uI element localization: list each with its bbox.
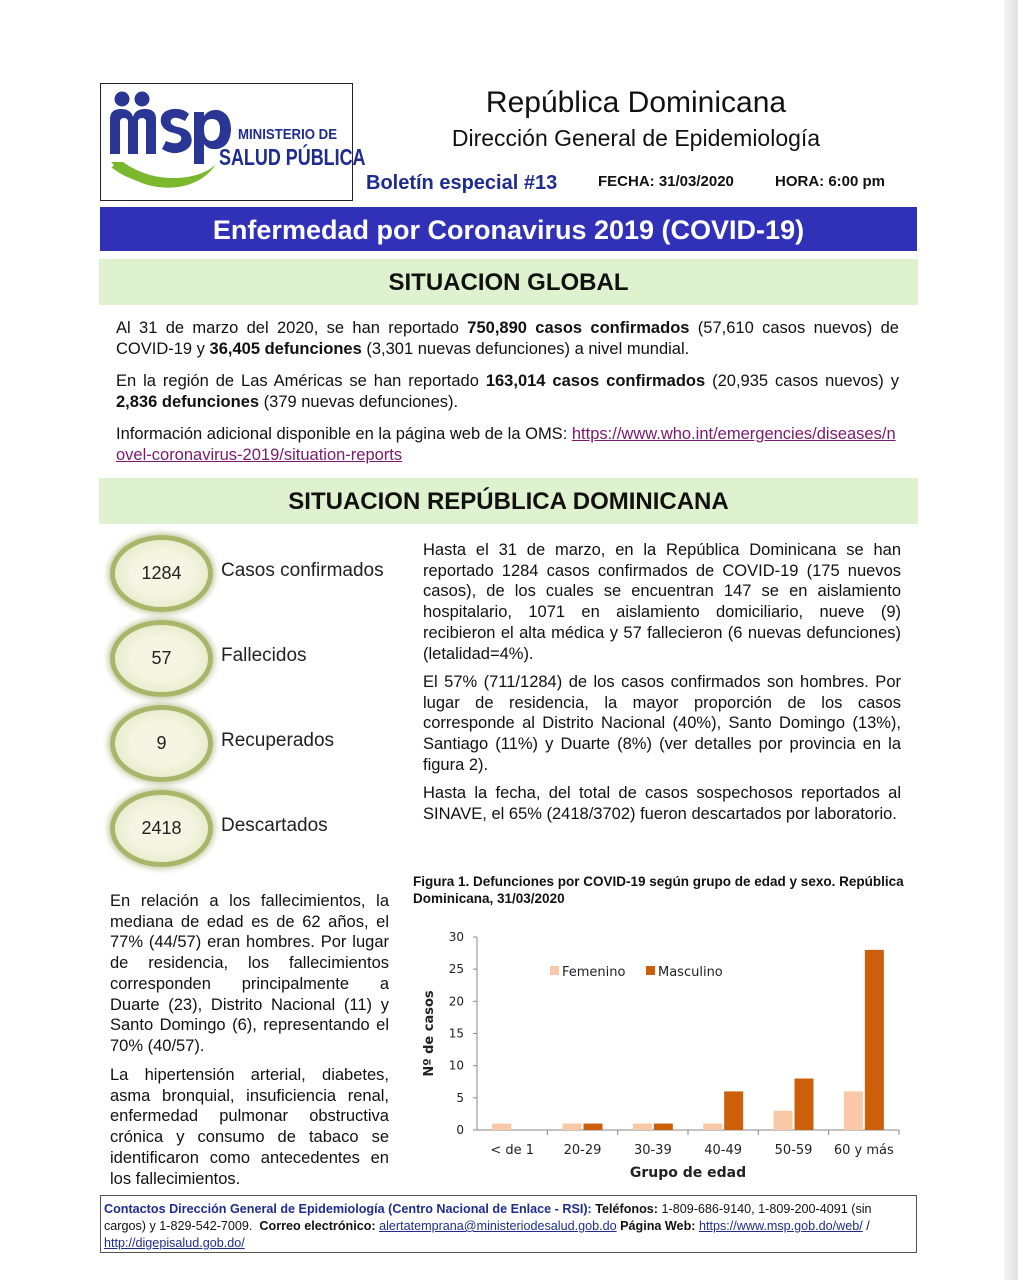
bar-masculino-20-29: [584, 1124, 603, 1130]
x-tick-label: 50-59: [774, 1143, 813, 1158]
bar-masculino-30-39: [654, 1124, 673, 1130]
bar-masculino-50-59: [795, 1079, 814, 1130]
y-axis-title: Nº de casos: [422, 990, 437, 1077]
stat-circle-confirmed: 1284: [110, 535, 213, 612]
global-paragraph-3: Información adicional disponible en la página web de la OMS: https://www.who.int/emergencies/diseases/novel-coronavirus-2019/situation-reports: [116, 425, 896, 464]
y-tick-label: 5: [456, 1090, 464, 1105]
bulletin-date: FECHA: 31/03/2020: [598, 173, 734, 190]
x-axis-title: Grupo de edad: [629, 1165, 747, 1181]
legend-label-femenino: Femenino: [562, 965, 626, 980]
bar-femenino--de-1: [492, 1124, 511, 1130]
bar-femenino-40-49: [703, 1124, 722, 1130]
rd-paragraph-3: Hasta la fecha, del total de casos sospechosos reportados al SINAVE, el 65% (2418/3702) fueron descartados por laboratorio.: [423, 784, 901, 823]
msp-logo-icon: [101, 84, 354, 202]
header-country: República Dominicana: [485, 86, 787, 119]
bar-femenino-20-29: [563, 1124, 582, 1130]
section-heading-rd: SITUACION REPÚBLICA DOMINICANA: [99, 478, 918, 524]
bulletin-number: Boletín especial #13: [366, 172, 558, 194]
bar-masculino-60-y-m-s: [865, 950, 884, 1130]
global-paragraph-1: Al 31 de marzo del 2020, se han reportado 750,890 casos confirmados (57,610 casos nuevos) de COVID-19 y 36,405 defunciones (3,301 nuevas defunciones) a nivel mundial.: [116, 319, 899, 358]
page-edge-shadow: [1004, 0, 1018, 1280]
bar-femenino-60-y-m-s: [844, 1091, 863, 1130]
y-tick-label: 0: [456, 1123, 464, 1137]
web-link-msp[interactable]: https://www.msp.gob.do/web/: [698, 1219, 863, 1233]
rd-paragraph-2: El 57% (711/1284) de los casos confirmados son hombres. Por lugar de residencia, la mayor proporción de los casos corresponde al Distrito Nacional (40%), Santo Domingo (13%), Santiago (11%) y Duarte (8%) (ver detalles por provincia en la figura 2).: [423, 673, 901, 774]
rd-paragraph-deaths: En relación a los fallecimientos, la mediana de edad es de 62 años, el 77% (44/57) eran hombres. Por lugar de residencia, los fallecimientos corresponden principalmente a Duarte (23), Distrito Nacional (11) y Santo Domingo (6), representando el 70% (40/57).: [110, 892, 389, 1055]
stat-label-discarded: Descartados: [221, 815, 328, 836]
y-tick-label: 20: [448, 994, 464, 1009]
legend-swatch-masculino: [646, 966, 655, 975]
header-department: Dirección General de Epidemiología: [451, 125, 821, 151]
stat-circle-deaths: 57: [110, 620, 213, 697]
legend-label-masculino: Masculino: [658, 965, 723, 980]
who-link[interactable]: https://www.who.int/emergencies/diseases/novel-coronavirus-2019/situation-reports: [116, 425, 896, 464]
stat-circle-discarded: 2418: [110, 790, 213, 867]
logo-text-line2: SALUD PÚBLICA: [219, 144, 366, 170]
y-tick-label: 15: [448, 1026, 464, 1041]
msp-logo: [100, 83, 366, 201]
email-link[interactable]: alertatemprana@ministeriodesalud.gob.do: [379, 1219, 617, 1233]
bar-femenino-30-39: [633, 1124, 652, 1130]
web-link-digepi[interactable]: http://digepisalud.gob.do/: [104, 1236, 245, 1250]
rd-paragraph-comorbidities: La hipertensión arterial, diabetes, asma bronquial, insuficiencia renal, enfermedad pulmonar obstructiva crónica y consumo de tabaco se identificaron como antecedentes en los fallecimientos.: [110, 1066, 389, 1188]
y-tick-label: 10: [448, 1058, 464, 1073]
deaths-by-age-chart: [413, 915, 913, 1185]
bar-femenino-50-59: [774, 1111, 793, 1130]
stat-circle-recovered: 9: [110, 705, 213, 782]
x-tick-label: 60 y más: [833, 1143, 894, 1158]
logo-text-line1: MINISTERIO DE: [238, 126, 338, 143]
x-tick-label: 20-29: [563, 1143, 602, 1158]
rd-paragraph-1: Hasta el 31 de marzo, en la República Dominicana se han reportado 1284 casos confirmados de COVID-19 (175 nuevos casos), de los cuales se encuentran 147 se en aislamiento hospitalario, 1071 en aislamiento domiciliario, nueve (9) recibieron el alta médica y 57 fallecieron (6 nuevas defunciones) (letalidad=4%).: [423, 541, 901, 663]
y-tick-label: 30: [448, 930, 464, 944]
stat-label-recovered: Recuperados: [221, 730, 335, 751]
bar-masculino-40-49: [724, 1091, 743, 1130]
legend-swatch-femenino: [550, 966, 559, 975]
global-paragraph-2: En la región de Las Américas se han reportado 163,014 casos confirmados (20,935 casos nuevos) y 2,836 defunciones (379 nuevas defunciones).: [116, 372, 899, 411]
x-tick-label: 30-39: [633, 1143, 672, 1158]
y-tick-label: 25: [448, 962, 464, 977]
contact-footer: Contactos Dirección General de Epidemiología (Centro Nacional de Enlace - RSI): Teléfonos: 1-809-686-9140, 1-809-200-4091 (sin cargos) y 1-829-542-7009. Correo electrónico: alertatemprana@ministeriodesalud.gob.do Página Web: https://www.msp.gob.do/web/ / http://digepisalud.gob.do/: [100, 1195, 917, 1253]
stat-label-confirmed: Casos confirmados: [221, 560, 384, 581]
chart-title: Figura 1. Defunciones por COVID-19 según grupo de edad y sexo. República Dominicana, 31/03/2020: [413, 874, 904, 906]
bulletin-time: HORA: 6:00 pm: [775, 173, 886, 190]
x-tick-label: < de 1: [490, 1143, 535, 1158]
section-heading-global: SITUACION GLOBAL: [99, 259, 918, 305]
x-tick-label: 40-49: [704, 1143, 743, 1158]
stat-label-deaths: Fallecidos: [221, 645, 307, 666]
document-title: Enfermedad por Coronavirus 2019 (COVID-19): [100, 207, 917, 251]
